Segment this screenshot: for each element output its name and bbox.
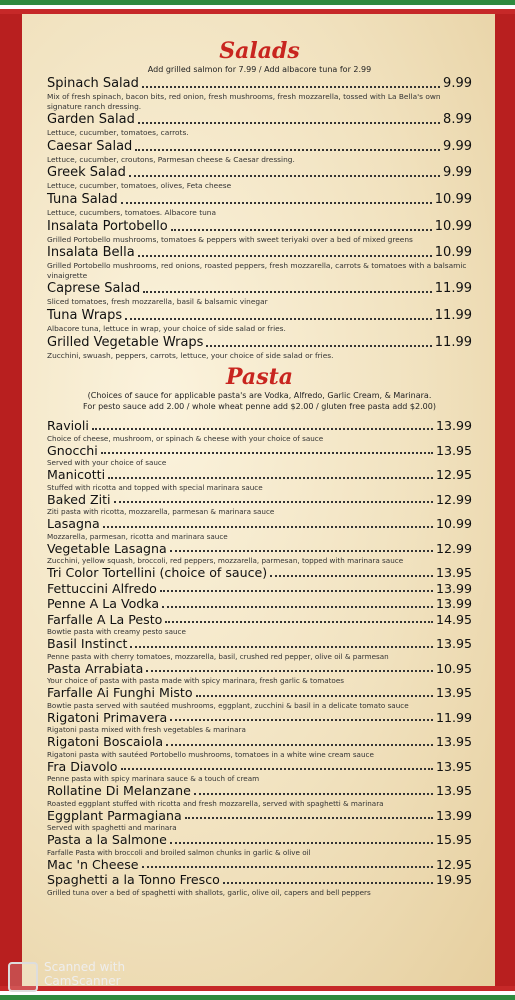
pasta-heading: Pasta xyxy=(225,364,293,391)
menu-item-description: Roasted eggplant stuffed with ricotta and fresh mozzarella, served with spaghetti & marinara xyxy=(47,798,384,808)
menu-item-name: Baked Ziti xyxy=(47,491,111,507)
menu-item-price: 13.99 xyxy=(435,596,472,612)
dot-leader xyxy=(103,526,433,528)
menu-item-price: 13.95 xyxy=(435,758,472,774)
menu-item-description: Grilled tuna over a bed of spaghetti with shallots, garlic, olive oil, capers and bell peppers xyxy=(47,887,371,897)
menu-item-description: Lettuce, cucumber, tomatoes, olives, Feta cheese xyxy=(47,181,232,191)
menu-item-name: Rigatoni Boscaiola xyxy=(47,734,164,750)
menu-item-row xyxy=(47,75,472,92)
menu-item-price: 13.95 xyxy=(435,442,472,458)
menu-item xyxy=(47,111,472,138)
menu-item-price: 12.99 xyxy=(435,540,472,556)
menu-item-name: Fettuccini Alfredo xyxy=(47,580,157,596)
menu-item xyxy=(47,759,472,784)
menu-item-price: 8.99 xyxy=(443,112,472,128)
menu-item xyxy=(47,710,472,735)
dot-leader xyxy=(121,202,432,204)
menu-item-price: 9.99 xyxy=(443,76,472,91)
menu-item xyxy=(47,636,472,661)
dot-leader xyxy=(162,606,433,608)
menu-item-price: 10.99 xyxy=(434,191,472,207)
menu-item-row xyxy=(47,832,472,848)
menu-item-description: Farfalle Pasta with broccoli and broiled salmon chunks in garlic & olive oil xyxy=(47,847,311,857)
pasta-note-1: (Choices of sauce for applicable pasta's are Vodka, Alfredo, Garlic Cream, & Marinara. xyxy=(87,391,432,401)
menu-item-description: Lettuce, cucumbers, tomatoes. Albacore tuna xyxy=(47,207,216,217)
menu-item xyxy=(47,685,472,710)
menu-item xyxy=(47,191,472,218)
menu-item-row xyxy=(47,541,472,557)
menu-item xyxy=(47,541,472,566)
menu-item-description: Ziti pasta with ricotta, mozzarella, parmesan & marinara sauce xyxy=(47,507,275,517)
menu-item-price: 13.95 xyxy=(435,636,472,652)
dot-leader xyxy=(270,575,433,577)
menu-item xyxy=(47,467,472,492)
menu-item-row xyxy=(47,636,472,652)
menu-item-price: 10.99 xyxy=(434,245,472,261)
menu-item-description: Mix of fresh spinach, bacon bits, red onion, fresh mushrooms, fresh mozzarella, tossed with La Bella's own signature ranch dressing. xyxy=(47,92,441,111)
menu-item-row xyxy=(47,111,472,128)
menu-item xyxy=(47,307,472,334)
menu-item-row xyxy=(47,857,472,873)
menu-content xyxy=(47,38,472,897)
dot-leader xyxy=(142,866,433,868)
menu-item-name: Mac 'n Cheese xyxy=(47,856,139,872)
menu-item xyxy=(47,581,472,597)
top-flag-stripe xyxy=(0,0,515,14)
menu-item-row xyxy=(47,467,472,483)
menu-item-row xyxy=(47,164,472,181)
menu-item-description: Served with your choice of sauce xyxy=(47,458,167,468)
menu-item-price: 13.95 xyxy=(435,783,472,799)
salads-list xyxy=(47,75,472,360)
dot-leader xyxy=(143,291,431,293)
menu-item-row xyxy=(47,581,472,597)
menu-item-name: Caprese Salad xyxy=(47,281,141,297)
menu-item xyxy=(47,443,472,468)
dot-leader xyxy=(206,345,431,347)
dot-leader xyxy=(223,882,433,884)
menu-item-price: 10.99 xyxy=(434,218,472,234)
dot-leader xyxy=(130,646,432,648)
scanner-watermark xyxy=(8,958,158,996)
dot-leader xyxy=(125,318,432,320)
dot-leader xyxy=(160,590,433,592)
menu-item-name: Vegetable Lasagna xyxy=(47,540,167,556)
menu-item xyxy=(47,138,472,165)
menu-item-price: 12.95 xyxy=(435,467,472,483)
salads-note: Add grilled salmon for 7.99 / Add albacore tuna for 2.99 xyxy=(147,65,372,74)
menu-item-row xyxy=(47,516,472,532)
menu-item-price: 11.99 xyxy=(434,334,472,350)
menu-item-name: Manicotti xyxy=(47,467,106,483)
menu-item-price: 10.99 xyxy=(435,516,472,532)
menu-item xyxy=(47,832,472,857)
menu-item xyxy=(47,516,472,541)
camscanner-icon xyxy=(8,962,38,992)
dot-leader xyxy=(171,229,432,231)
dot-leader xyxy=(146,670,433,672)
menu-item-name: Spinach Salad xyxy=(47,76,139,91)
menu-item-description: Served with spaghetti and marinara xyxy=(47,823,177,833)
menu-item-row xyxy=(47,418,472,434)
menu-item-name: Insalata Portobello xyxy=(47,218,168,234)
pasta-section xyxy=(47,364,472,897)
menu-item-description: Zucchini, swuash, peppers, carrots, lettuce, your choice of side salad or fries. xyxy=(47,350,334,360)
menu-item-row xyxy=(47,307,472,324)
dot-leader xyxy=(108,477,433,479)
menu-item-name: Insalata Bella xyxy=(47,245,135,261)
menu-item-description: Sliced tomatoes, fresh mozzarella, basil & balsamic vinegar xyxy=(47,297,268,307)
menu-item-price: 13.99 xyxy=(435,807,472,823)
menu-item-price: 19.95 xyxy=(435,872,472,888)
menu-item-price: 13.95 xyxy=(435,734,472,750)
menu-item-row xyxy=(47,191,472,208)
menu-item-price: 12.99 xyxy=(435,491,472,507)
menu-item-price: 13.95 xyxy=(435,565,472,581)
menu-item-description: Choice of cheese, mushroom, or spinach & cheese with your choice of sauce xyxy=(47,433,324,443)
menu-item xyxy=(47,418,472,443)
dot-leader xyxy=(114,501,433,503)
menu-item xyxy=(47,280,472,307)
menu-item-description: Rigatoni pasta mixed with fresh vegetables & marinara xyxy=(47,725,246,735)
dot-leader xyxy=(135,149,440,151)
dot-leader xyxy=(170,719,433,721)
menu-item-name: Pasta Arrabiata xyxy=(47,660,144,676)
menu-item-description: Your choice of pasta with pasta made with spicy marinara, fresh garlic & tomatoes xyxy=(47,676,344,686)
menu-item-row xyxy=(47,138,472,155)
watermark-line-2: CamScanner xyxy=(44,974,121,988)
menu-item-price: 15.95 xyxy=(435,832,472,848)
menu-item xyxy=(47,244,472,280)
menu-item-description: Zucchini, yellow squash, broccoli, red peppers, mozzarella, parmesan, topped with marinara sauce xyxy=(47,556,404,566)
menu-item xyxy=(47,565,472,581)
menu-item-row xyxy=(47,565,472,581)
menu-item-description: Stuffed with ricotta and topped with special marinara sauce xyxy=(47,482,263,492)
menu-item xyxy=(47,75,472,111)
menu-item-description: Rigatoni pasta with sautéed Portobello mushrooms, tomatoes in a white wine cream sauce xyxy=(47,749,374,759)
dot-leader xyxy=(129,175,440,177)
pasta-note-2: For pesto sauce add 2.00 / whole wheat penne add $2.00 / gluten free pasta add $2.00) xyxy=(83,402,436,412)
menu-item-price: 11.99 xyxy=(435,709,472,725)
menu-item-description: Bowtie pasta with creamy pesto sauce xyxy=(47,627,186,637)
menu-item-name: Greek Salad xyxy=(47,165,126,181)
menu-item-description: Bowtie pasta served with sautéed mushrooms, eggplant, zucchini & basil in a delicate tomato sauce xyxy=(47,700,409,710)
menu-item-name: Fra Diavolo xyxy=(47,758,118,774)
menu-item-row xyxy=(47,661,472,677)
menu-item-name: Eggplant Parmagiana xyxy=(47,807,182,823)
menu-item-price: 14.95 xyxy=(435,611,472,627)
dot-leader xyxy=(142,86,440,88)
menu-item xyxy=(47,612,472,637)
menu-item-row xyxy=(47,492,472,508)
menu-item-price: 13.95 xyxy=(435,685,472,701)
menu-item-row xyxy=(47,218,472,235)
menu-item-row xyxy=(47,612,472,628)
menu-item-name: Tuna Wraps xyxy=(47,307,123,323)
menu-item-name: Basil Instinct xyxy=(47,636,128,652)
dot-leader xyxy=(165,621,433,623)
dot-leader xyxy=(138,122,440,124)
menu-item-description: Penne pasta with spicy marinara sauce & a touch of cream xyxy=(47,774,260,784)
menu-item-name: Caesar Salad xyxy=(47,138,133,154)
menu-item-name: Spaghetti a la Tonno Fresco xyxy=(47,872,220,888)
menu-item-price: 9.99 xyxy=(443,138,472,154)
dot-leader xyxy=(185,817,433,819)
salads-section xyxy=(47,38,472,360)
menu-item-row xyxy=(47,872,472,888)
menu-item-price: 13.99 xyxy=(435,580,472,596)
menu-item xyxy=(47,334,472,361)
menu-item-name: Rollatine Di Melanzane xyxy=(47,783,191,799)
menu-item-price: 13.99 xyxy=(435,418,472,434)
menu-item-row xyxy=(47,443,472,459)
menu-item-name: Gnocchi xyxy=(47,442,98,458)
dot-leader xyxy=(121,768,433,770)
menu-item xyxy=(47,783,472,808)
menu-item-description: Lettuce, cucumber, tomatoes, carrots. xyxy=(47,128,189,138)
menu-item-name: Rigatoni Primavera xyxy=(47,709,168,725)
dot-leader xyxy=(138,255,432,257)
menu-item-description: Grilled Portobello mushrooms, red onions, roasted peppers, fresh mozzarella, carrots & tomatoes with a balsamic vinaigrette xyxy=(47,261,467,280)
watermark-line-1: Scanned with xyxy=(44,960,126,974)
menu-item-row xyxy=(47,685,472,701)
menu-item xyxy=(47,661,472,686)
dot-leader xyxy=(92,428,433,430)
menu-item-row xyxy=(47,280,472,297)
menu-item xyxy=(47,872,472,897)
menu-item-name: Lasagna xyxy=(47,516,100,532)
menu-item-description: Albacore tuna, lettuce in wrap, your choice of side salad or fries. xyxy=(47,323,286,333)
menu-item-price: 11.99 xyxy=(434,281,472,297)
menu-item-row xyxy=(47,783,472,799)
menu-item-name: Grilled Vegetable Wraps xyxy=(47,334,204,350)
menu-item xyxy=(47,218,472,245)
menu-item-description: Lettuce, cucumber, croutons, Parmesan cheese & Caesar dressing. xyxy=(47,154,295,164)
menu-item-row xyxy=(47,596,472,612)
pasta-list xyxy=(47,418,472,897)
menu-item-description: Mozzarella, parmesan, ricotta and marinara sauce xyxy=(47,531,228,541)
menu-item-name: Garden Salad xyxy=(47,112,135,128)
menu-item-name: Pasta a la Salmone xyxy=(47,832,167,848)
menu-item-name: Tuna Salad xyxy=(47,191,118,207)
menu-item-name: Ravioli xyxy=(47,418,89,434)
menu-item-row xyxy=(47,710,472,726)
menu-item-name: Tri Color Tortellini (choice of sauce) xyxy=(47,565,268,581)
menu-item xyxy=(47,808,472,833)
menu-item-price: 10.95 xyxy=(435,660,472,676)
menu-item xyxy=(47,596,472,612)
menu-item-row xyxy=(47,334,472,351)
menu-item-price: 9.99 xyxy=(443,165,472,181)
menu-item-row xyxy=(47,244,472,261)
menu-item-row xyxy=(47,808,472,824)
menu-item xyxy=(47,164,472,191)
menu-item xyxy=(47,734,472,759)
menu-item-row xyxy=(47,759,472,775)
watermark-text xyxy=(44,960,125,988)
dot-leader xyxy=(194,793,433,795)
menu-item-name: Penne A La Vodka xyxy=(47,596,160,612)
menu-item xyxy=(47,857,472,873)
menu-item-description: Penne pasta with cherry tomatoes, mozzarella, basil, crushed red pepper, olive oil & parmesan xyxy=(47,651,389,661)
menu-item-row xyxy=(47,734,472,750)
dot-leader xyxy=(166,744,433,746)
menu-item-name: Farfalle A La Pesto xyxy=(47,611,163,627)
dot-leader xyxy=(196,695,433,697)
dot-leader xyxy=(170,842,433,844)
menu-item-name: Farfalle Ai Funghi Misto xyxy=(47,685,193,701)
menu-item-price: 11.99 xyxy=(434,307,472,323)
dot-leader xyxy=(101,452,433,454)
dot-leader xyxy=(170,550,433,552)
menu-item xyxy=(47,492,472,517)
menu-item-description: Grilled Portobello mushrooms, tomatoes & peppers with sweet teriyaki over a bed of mixed greens xyxy=(47,234,413,244)
menu-item-price: 12.95 xyxy=(435,856,472,872)
salads-heading: Salads xyxy=(219,38,300,64)
